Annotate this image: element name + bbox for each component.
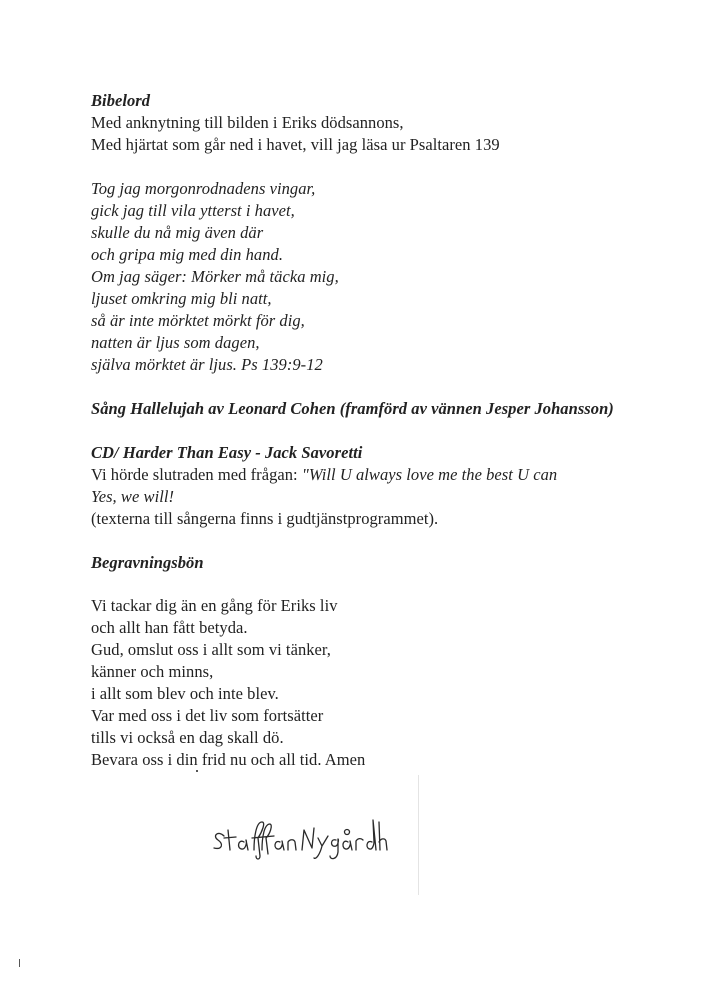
verse-line-2: gick jag till vila ytterst i havet,	[91, 201, 295, 220]
prayer-heading: Begravningsbön	[91, 553, 204, 572]
prayer-line-3: Gud, omslut oss i allt som vi tänker,	[91, 640, 331, 659]
cd-line-1-quote: "Will U always love me the best U can	[301, 465, 558, 484]
prayer-line-1: Vi tackar dig än en gång för Eriks liv	[91, 596, 338, 615]
bibelord-heading: Bibelord	[91, 91, 151, 110]
verse-line-4: och gripa mig med din hand.	[91, 245, 284, 264]
verse-line-6: ljuset omkring mig bli natt,	[91, 289, 272, 308]
prayer-line-7: tills vi också en dag skall dö.	[91, 728, 284, 747]
scan-speck	[196, 770, 198, 772]
bibelord-intro-line-2: Med hjärtat som går ned i havet, vill jag läsa ur Psaltaren 139	[91, 135, 500, 154]
verse-line-9: själva mörktet är ljus. Ps 139:9-12	[91, 355, 323, 374]
verse-line-5: Om jag säger: Mörker må täcka mig,	[91, 267, 339, 286]
song-heading: Sång Hallelujah av Leonard Cohen (framförd av vännen Jesper Johansson)	[91, 399, 614, 418]
prayer-line-6: Var med oss i det liv som fortsätter	[91, 706, 324, 725]
verse-line-8: natten är ljus som dagen,	[91, 333, 260, 352]
prayer-line-5: i allt som blev och inte blev.	[91, 684, 279, 703]
cd-line-2: Yes, we will!	[91, 487, 175, 506]
handwritten-signature	[210, 808, 390, 868]
verse-line-7: så är inte mörktet mörkt för dig,	[91, 311, 305, 330]
cd-line-1-plain: Vi hörde slutraden med frågan:	[91, 465, 302, 484]
verse-line-1: Tog jag morgonrodnadens vingar,	[91, 179, 316, 198]
prayer-line-8: Bevara oss i din frid nu och all tid. Amen	[91, 750, 366, 769]
cd-heading: CD/ Harder Than Easy - Jack Savoretti	[91, 443, 363, 462]
prayer-line-4: känner och minns,	[91, 662, 214, 681]
cd-line-1	[91, 464, 557, 486]
prayer-line-2: och allt han fått betyda.	[91, 618, 248, 637]
scan-edge-line	[418, 775, 419, 895]
cd-line-3: (texterna till sångerna finns i gudtjänstprogrammet).	[91, 509, 439, 528]
verse-line-3: skulle du nå mig även där	[91, 223, 264, 242]
scan-mark	[19, 959, 20, 967]
bibelord-intro-line-1: Med anknytning till bilden i Eriks dödsannons,	[91, 113, 404, 132]
